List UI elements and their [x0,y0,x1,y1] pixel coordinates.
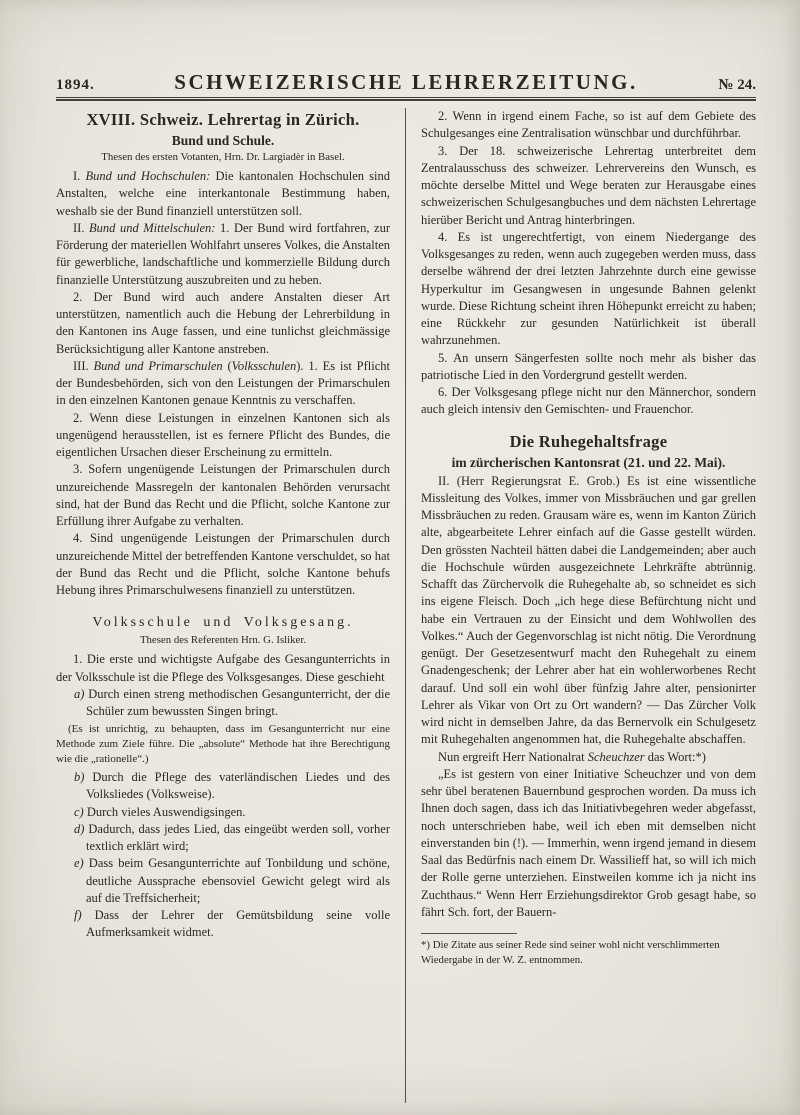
paragraph: „Es ist gestern von einer Initiative Scheuchzer und von dem sehr übel beratenen Bauernbund gesprochen worden. Da muss ich Ihnen doch sagen, dass ich das Initiativbegehren weder abgefasst, noch unterschrieben habe, weil ich eben mit demselben nicht einverstanden bin (!). — Immerhin, wenn irgend jemand in diesem Saal das Bedürfnis nach einem Dr. Wassilieff hat, so will ich mich der Rolle gerne unterziehen. Einstweilen komme ich ja nicht ins Zuchthaus.“ Wenn Herr Erziehungsdirektor Grob gesagt habe, so fährt Sch. fort, der Bauern- [421,766,756,919]
list-item: c) Durch vieles Auswendigsingen. [74,804,246,819]
list-item: a) Durch einen streng methodischen Gesangunterricht, der die Schüler zum bewussten Singen bringt. [74,686,390,718]
paragraph: 4. Es ist ungerechtfertigt, von einem Niedergange des Volksgesanges zu reden, wenn auch zugegeben werden muss, dass derselbe während der drei letzten Jahrzehnte durch eine gewisse Hyperkultur im Gesangwesen in ungesunde Bahnen gelenkt wurde. Diese Richtung scheint ihren Höhepunkt erreicht zu haben; eine Rückkehr zur gesunden Natürlichkeit ist überall wahrzunehmen. [421,229,756,348]
byline: Thesen des ersten Votanten, Hrn. Dr. Largiadèr in Basel. [101,151,345,163]
masthead-year: 1894. [56,77,95,93]
article-title: Volksschule und Volksgesang. [92,615,354,631]
list-item: f) Dass der Lehrer der Gemütsbildung seine volle Aufmerksamkeit widmet. [74,908,390,940]
paragraph: Nun ergreift Herr Nationalrat Scheuchzer das Wort:*) [438,749,706,764]
paragraph: 6. Der Volksgesang pflege nicht nur den Männerchor, sondern auch gleich intensiv den Gemischten- und Frauenchor. [421,385,756,417]
paragraph: III. Bund und Primarschulen (Volksschulen). 1. Es ist Pflicht der Bundesbehörden, sich von den Leistungen der Primarschulen in den einzelnen Kantonen genaue Kenntnis zu verschaffen. [56,358,390,408]
paragraph: 5. An unsern Sängerfesten sollte noch mehr als bisher das patriotische Lied in den Vordergrund gestellt werden. [421,350,756,382]
masthead [56,70,756,95]
paragraph: 3. Der 18. schweizerische Lehrertag unterbreitet dem Zentralausschuss des schweizer. Lehrervereins den Wunsch, es möchte derselbe Mittel und Wege beraten zur Herausgabe eines schweizerischen Schulgesangbuches und dem nächsten Lehrertage hierüber Bericht und Antrag hinterbringen. [421,143,756,227]
footnote: *) Die Zitate aus seiner Rede sind seiner wohl nicht verschlimmerten Wiedergabe in der W. Z. entnommen. [421,933,756,967]
paragraph: 3. Sofern ungenügende Leistungen der Primarschulen durch unzureichende Massregeln der kantonalen Behörden verursacht sind, hat der Bund das Recht und die Pflicht, solche Kantone zur Erfüllung ihrer Aufgabe zu verhalten. [56,462,390,528]
article-subtitle: im zürcherischen Kantonsrat (21. und 22. Mai). [451,454,726,470]
masthead-issue-number: № 24. [718,77,756,93]
article-columns [56,108,756,1103]
article-subtitle: Bund und Schule. [171,133,275,148]
note-paragraph: (Es ist unrichtig, zu behaupten, dass im Gesangunterricht nur eine Methode zum Ziele führe. Die „absolute“ Methode hat ihre Berechtigung wie die „rationelle“.) [56,723,390,766]
right-column [406,108,756,1103]
list-item: b) Durch die Pflege des vaterländischen Liedes und des Volksliedes (Volksweise). [74,770,390,802]
list-item: d) Dadurch, dass jedes Lied, das eingeübt werden soll, vorher textlich erklärt wird; [74,821,390,854]
article-title: Die Ruhegehaltsfrage [509,431,668,451]
paragraph: 2. Der Bund wird auch andere Anstalten dieser Art unterstützen, namentlich auch die Hebung der Lehrerbildung in den Kantonen ins Auge fassen, und eine tunlichst gleichmässige Berücksichtigung aller Kantone anstreben. [56,289,390,356]
paragraph: I. Bund und Hochschulen: Die kantonalen Hochschulen sind Anstalten, welche eine interkantonale Bestimmung haben, weshalb sie der Bund finanziell unterstützen soll. [56,169,390,218]
masthead-title: SCHWEIZERISCHE LEHRERZEITUNG. [174,70,638,94]
list-item: e) Dass beim Gesangunterrichte auf Tonbildung und schöne, deutliche Aussprache ebensoviel Gewicht gelegt wird als auf die Treffsicherheit; [74,856,390,905]
paragraph: 4. Sind ungenügende Leistungen der Primarschulen durch unzureichende Mittel der betreffenden Kantone verschuldet, so hat der Bund das Recht und die Pflicht, solche Kantone behufs Hebung ihres Primarschulwesens finanziell zu unterstützen. [56,531,390,597]
paragraph: 2. Wenn in irgend einem Fache, so ist auf dem Gebiete des Schulgesanges eine Zentralisation wünschbar und durchführbar. [421,109,756,141]
byline: Thesen des Referenten Hrn. G. Isliker. [139,634,307,647]
paragraph: II. (Herr Regierungsrat E. Grob.) Es ist eine wissentliche Missleitung des Volkes, immer von Missbräuchen und gar grellen Missbräuchen zu reden. Grausam wäre es, wenn im Kanton Zürich alte, abgearbeitete Lehrer einfach auf die Gasse gestellt würden. Den grössten Nachteil hätten dabei die Landgemeinden; aber auch die Hochschule würden ausgezeichnete Lehrkräfte abtrünnig. Schafft das Zürchervolk die Ruhegehalte ab, so schneidet es sich ins eigene Fleisch. Doch „ich hege diese Befürchtung nicht und habe ein Vertrauen zu der Einsicht und dem Wohlwollen des Volkes.“ Auch der Gegenvorschlag ist nicht nötig. Die Verordnung genügt. Der Gesetzesentwurf macht den Ruhegehalt zu einem Gnadengeschenk; der Lehrer aber hat ein wohlerworbenes Recht darauf. Und soll ein wohl über fünfzig Jahre alter, pensionirter Lehrer als Vikar von Ort zu Ort wandern? — Das Zürcher Volk wird nicht in demselben Jahre, da das Bernervolk ein Schulgesetz mit Ruhegehalten angenommen hat, die Ruhegehalte abschaffen. [421,473,756,747]
left-column [56,108,406,1103]
paragraph: II. Bund und Mittelschulen: 1. Der Bund wird fortfahren, zur Förderung der materiellen Wohlfahrt unseres Volkes, die Anstalten für gewerbliche, landschaftliche und kommerzielle Bildung durch finanzielle Unterstützung auszubreiten und zu heben. [56,220,390,287]
article-title: XVIII. Schweiz. Lehrertag in Zürich. [86,110,360,129]
masthead-rule [56,97,756,101]
paragraph: 1. Die erste und wichtigste Aufgabe des Gesangunterrichts in der Volksschule ist die Pflege des Volksgesanges. Diese geschieht [56,652,390,684]
paragraph: 2. Wenn diese Leistungen in einzelnen Kantonen sich als ungenügend herausstellen, ist es fernere Pflicht des Bundes, die eigentlichen Ursachen dieser Erscheinung zu ermitteln. [56,410,390,459]
